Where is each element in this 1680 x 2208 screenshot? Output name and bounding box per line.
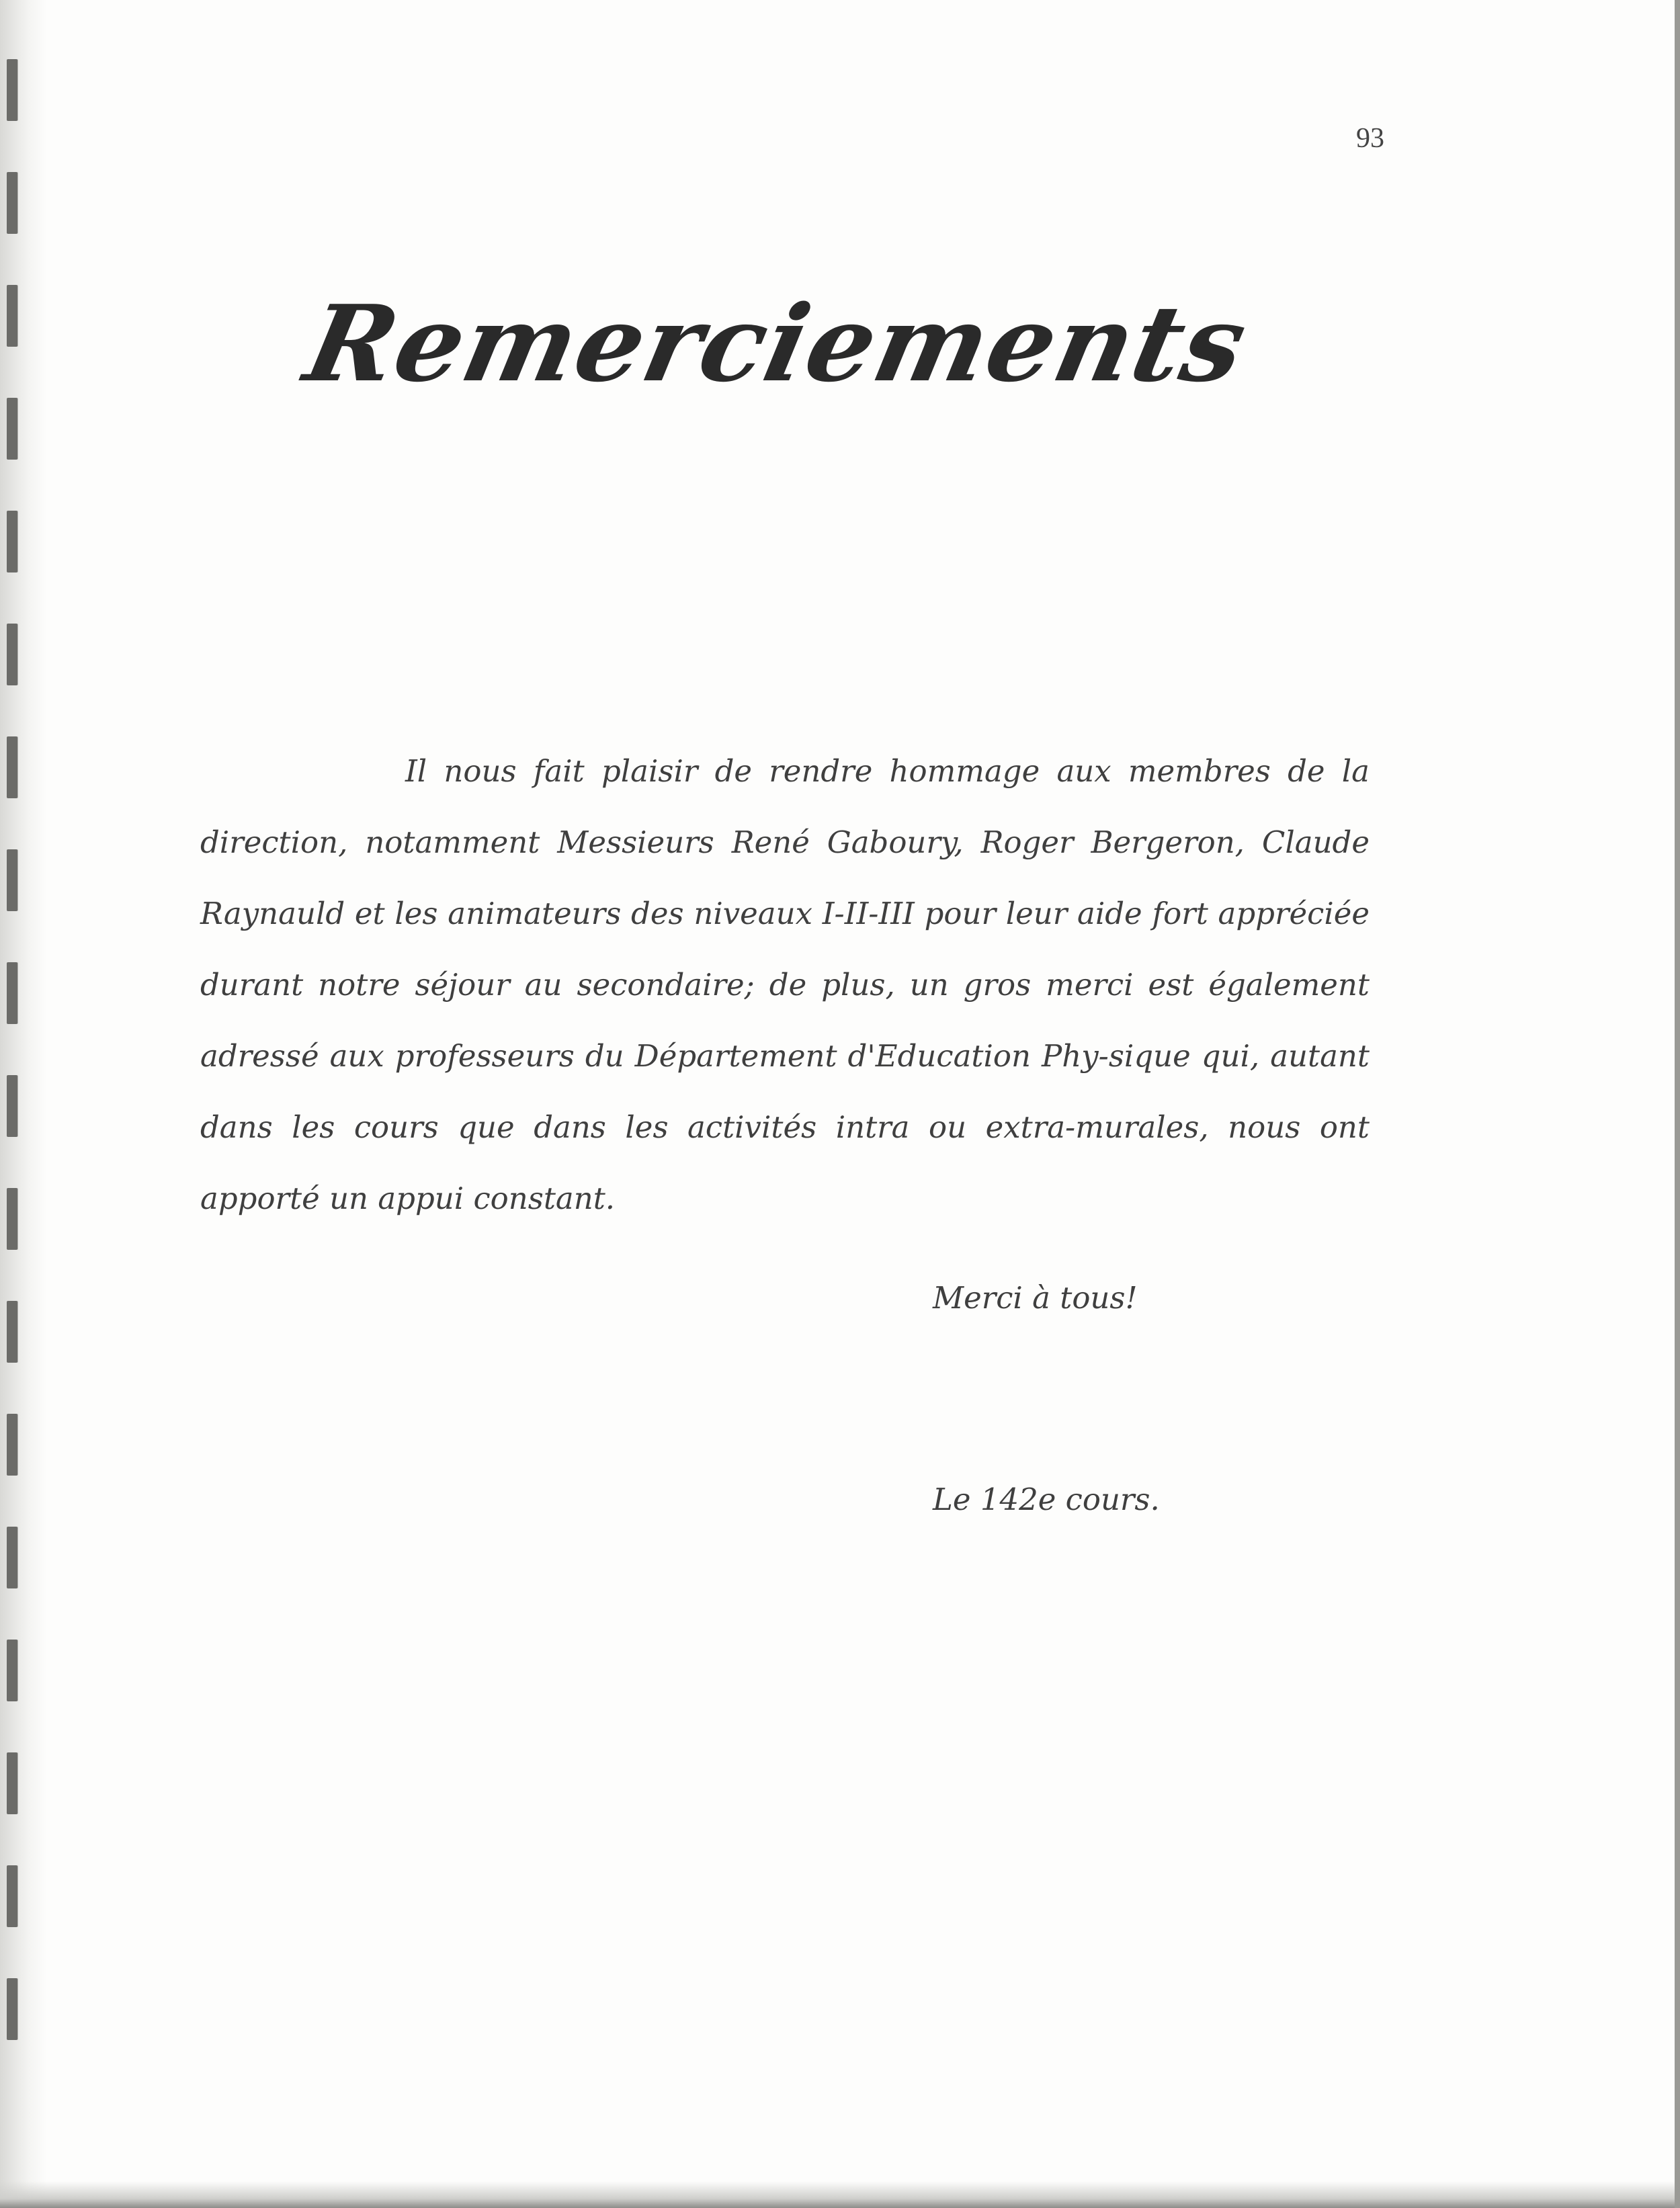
- binding-hole: [7, 172, 17, 234]
- binding-hole: [7, 511, 17, 572]
- page-number: 93: [1356, 123, 1384, 154]
- binding-hole: [7, 1978, 17, 2040]
- acknowledgement-paragraph: Il nous fait plaisir de rendre hommage aux membres de la direction, notamment Messieurs René Gaboury, Roger Bergeron, Claude Raynauld et les animateurs des niveaux I-II-III pour leur aide fort appréciée durant notre séjour au secondaire; de plus, un gros merci est également adressé aux professeurs du Département d'Education Phy-sique qui, autant dans les cours que dans les activités intra ou extra-murales, nous ont apporté un appui constant.: [200, 753, 1370, 1216]
- binding-hole: [7, 624, 17, 685]
- binding-hole: [7, 736, 17, 798]
- binding-hole: [7, 1640, 17, 1701]
- binding-hole: [7, 1301, 17, 1363]
- binding-hole: [7, 398, 17, 460]
- binding-hole: [7, 1414, 17, 1476]
- binding-hole: [7, 285, 17, 347]
- scan-bottom-shadow: [0, 2181, 1680, 2208]
- binding-hole: [7, 849, 17, 911]
- signature-line: Le 142e cours.: [933, 1482, 1160, 1517]
- binding-hole: [7, 1527, 17, 1588]
- page-title: Remerciements: [296, 282, 1258, 405]
- closing-line: Merci à tous!: [933, 1280, 1138, 1316]
- binding-hole: [7, 59, 17, 121]
- binding-hole: [7, 1865, 17, 1927]
- scan-right-edge: [1675, 0, 1680, 2208]
- binding-hole: [7, 1075, 17, 1137]
- binding-hole: [7, 1752, 17, 1814]
- binding-hole: [7, 962, 17, 1024]
- binding-hole: [7, 1188, 17, 1250]
